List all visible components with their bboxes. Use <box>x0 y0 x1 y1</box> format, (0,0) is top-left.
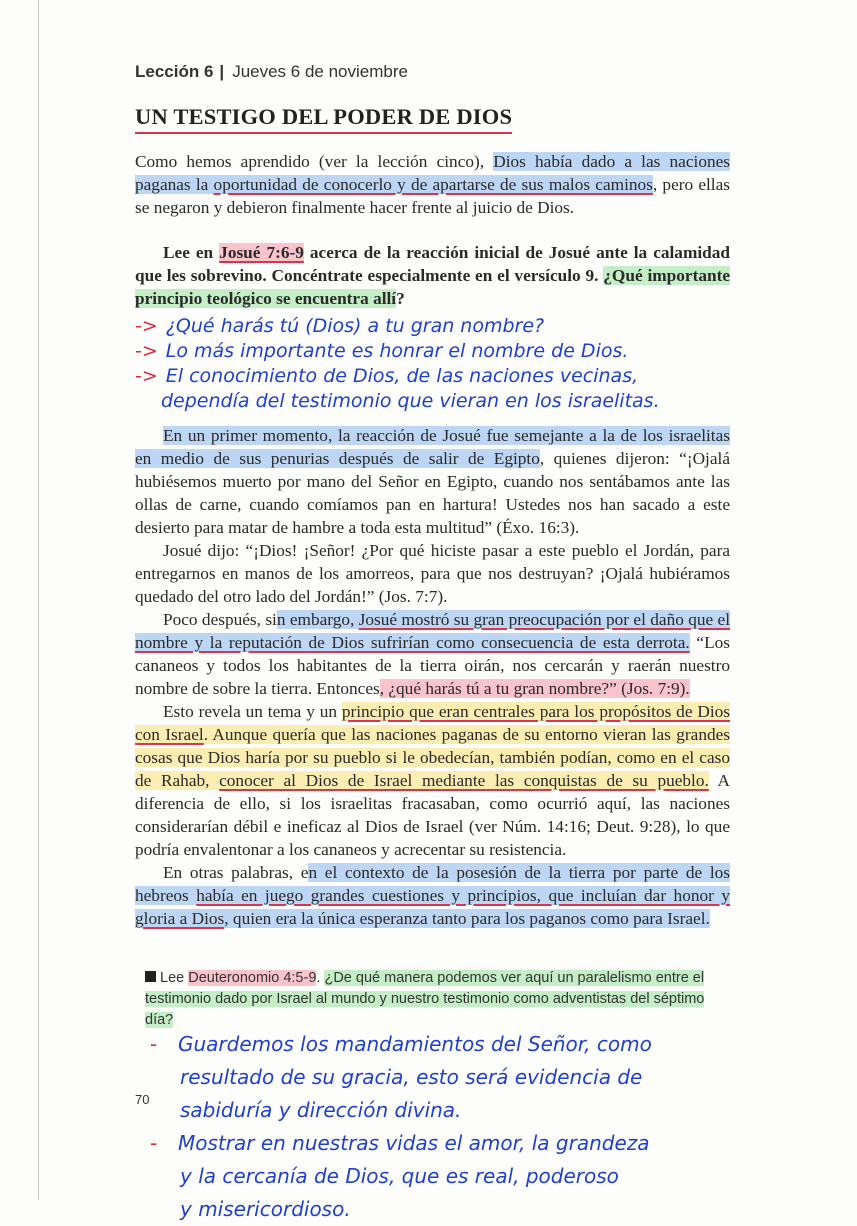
handwritten-line <box>135 314 730 339</box>
handwritten-text: Lo más importante es honrar el nombre de Dios. <box>165 340 629 362</box>
handwritten-text: ¿Qué harás tú (Dios) a tu gran nombre? <box>165 315 545 337</box>
header-separator: | <box>219 62 225 81</box>
lesson-header <box>135 62 408 82</box>
intro-underlined-highlight: oportunidad de conocerlo y de apartarse de sus malos caminos <box>213 175 653 194</box>
square-bullet-icon <box>145 971 156 982</box>
p5-highlight-end: , quien era la única esperanza tanto para los paganos como para Israel. <box>224 909 710 928</box>
handwritten-text: dependía del testimonio que vieran en los israelitas. <box>161 390 660 412</box>
page-margin-line <box>38 0 39 1200</box>
p1-highlight: En un primer momento, la reacción de Josué fue semejante a la de los israelitas en medio de sus penurias después de salir de Egipto <box>135 426 730 468</box>
p3-underlined-highlight: Josué mostró su gran preocupación por el daño que el nombre y la reputación de Dios sufrirían como consecuencia de esta derrota. <box>135 610 730 652</box>
lesson-date: Jueves 6 de noviembre <box>232 62 408 81</box>
handwritten-answer-2 <box>150 1028 840 1226</box>
dash-icon: - <box>150 1032 158 1056</box>
page-title: UN TESTIGO DEL PODER DE DIOS <box>135 104 512 134</box>
study-text-mid: . <box>316 970 325 986</box>
arrow-icon: -> <box>135 365 158 387</box>
paragraph-3 <box>135 608 730 700</box>
handwritten-line <box>135 389 730 414</box>
p4-text: Esto revela un tema y un <box>163 702 342 721</box>
handwritten-text: El conocimiento de Dios, de las naciones vecinas, <box>165 365 639 387</box>
question-reference: Josué 7:6-9 <box>219 243 304 262</box>
p4-text-end: A diferencia de ello, si los israelitas fracasaban, como ocurrió aquí, las naciones considerarían débil e ineficaz al Dios de Israel (ver Núm. 14:16; Deut. 9:28), lo que podría envalentonar a los cananeos y acrecentar su resistencia. <box>135 771 731 859</box>
handwritten-answer-1 <box>135 314 730 414</box>
intro-text-end: , pero ellas se negaron y debieron finalmente hacer frente al juicio de Dios. <box>135 175 731 217</box>
paragraph-1 <box>135 424 730 539</box>
p5-underlined-highlight: había en juego grandes cuestiones y principios, que incluían dar honor y gloria a Dios <box>135 886 730 928</box>
handwritten-line <box>150 1061 840 1094</box>
page-number: 70 <box>135 1092 150 1107</box>
lesson-number: Lección 6 <box>135 62 214 81</box>
handwritten-line <box>150 1127 840 1160</box>
intro-highlight: Dios había dado a las naciones paganas la <box>135 152 730 194</box>
paragraph-2: Josué dijo: “¡Dios! ¡Señor! ¿Por qué hiciste pasar a este pueblo el Jordán, para entregarnos en manos de los amorreos, para que nos destruyan? ¡Ojalá hubiéramos quedado del otro lado del Jordán!” (Jos. 7:7). <box>135 541 730 606</box>
dash-icon: - <box>150 1131 158 1155</box>
study-question-highlight: ¿De qué manera podemos ver aquí un paralelismo entre el testimonio dado por Israel al mundo y nuestro testimonio como adventistas del séptimo día? <box>145 970 705 1028</box>
paragraph-5 <box>135 861 730 930</box>
intro-text: Como hemos aprendido (ver la lección cinco), <box>135 152 494 171</box>
p5-text: En otras palabras, e <box>163 863 309 882</box>
question-mark: ? <box>396 289 405 308</box>
study-reference: Deuteronomio 4:5-9 <box>188 970 317 986</box>
question-text-mid: acerca de la reacción inicial de Josué ante la calamidad que les sobrevino. Concéntrate especialmente en el versículo 9. <box>135 243 731 285</box>
p4-highlight: . Aunque quería que las naciones paganas de su entorno vieran las grandes cosas que Dios haría por su pueblo si le obedecían, también podían, como en el caso de Rahab, <box>135 725 730 790</box>
p3-highlight: n embargo, <box>276 610 359 629</box>
p4-underlined-highlight-2: conocer al Dios de Israel mediante las conquistas de su pueblo. <box>219 771 709 790</box>
handwritten-line <box>150 1094 840 1127</box>
study-question <box>135 241 730 310</box>
handwritten-line <box>135 339 730 364</box>
study-prompt <box>145 968 725 1031</box>
paragraph-4 <box>135 700 730 861</box>
p4-underlined-highlight: principio que eran centrales para los propósitos de Dios con Israel <box>135 702 730 744</box>
question-text: Lee en <box>163 243 220 262</box>
handwritten-line <box>150 1160 840 1193</box>
study-text: Lee <box>160 970 189 986</box>
question-highlight: ¿Qué importante principio teológico se encuentra allí <box>135 266 730 308</box>
handwritten-text: y misericordioso. <box>180 1197 351 1221</box>
handwritten-text: resultado de su gracia, esto será evidencia de <box>180 1065 643 1089</box>
handwritten-line <box>150 1193 840 1226</box>
handwritten-text: Mostrar en nuestras vidas el amor, la grandeza <box>178 1131 650 1155</box>
arrow-icon: -> <box>135 315 158 337</box>
handwritten-text: y la cercanía de Dios, que es real, poderoso <box>180 1164 619 1188</box>
handwritten-text: Guardemos los mandamientos del Señor, como <box>178 1032 652 1056</box>
p1-text: , quienes dijeron: “¡Ojalá hubiésemos muerto por mano del Señor en Egipto, cuando nos sentábamos ante las ollas de carne, cuando comíamos pan en hartura! Ustedes nos han sacado a este desierto para matar de hambre a toda esta multitud” (Éxo. 16:3). <box>135 449 730 537</box>
handwritten-line <box>150 1028 840 1061</box>
arrow-icon: -> <box>135 340 158 362</box>
handwritten-line <box>135 364 730 389</box>
lesson-body <box>135 150 730 930</box>
p3-text: Poco después, si <box>163 610 277 629</box>
handwritten-text: sabiduría y dirección divina. <box>180 1098 462 1122</box>
p5-highlight: n el contexto de la posesión de la tierra por parte de los hebreos <box>135 863 730 905</box>
p3-pink-highlight: , ¿qué harás tú a tu gran nombre?” (Jos. 7:9). <box>379 679 690 698</box>
p3-text-mid: “Los cananeos y todos los habitantes de la tierra oirán, nos cercarán y raerán nuestro nombre de sobre la tierra. Entonces <box>135 633 730 698</box>
intro-paragraph <box>135 150 730 219</box>
